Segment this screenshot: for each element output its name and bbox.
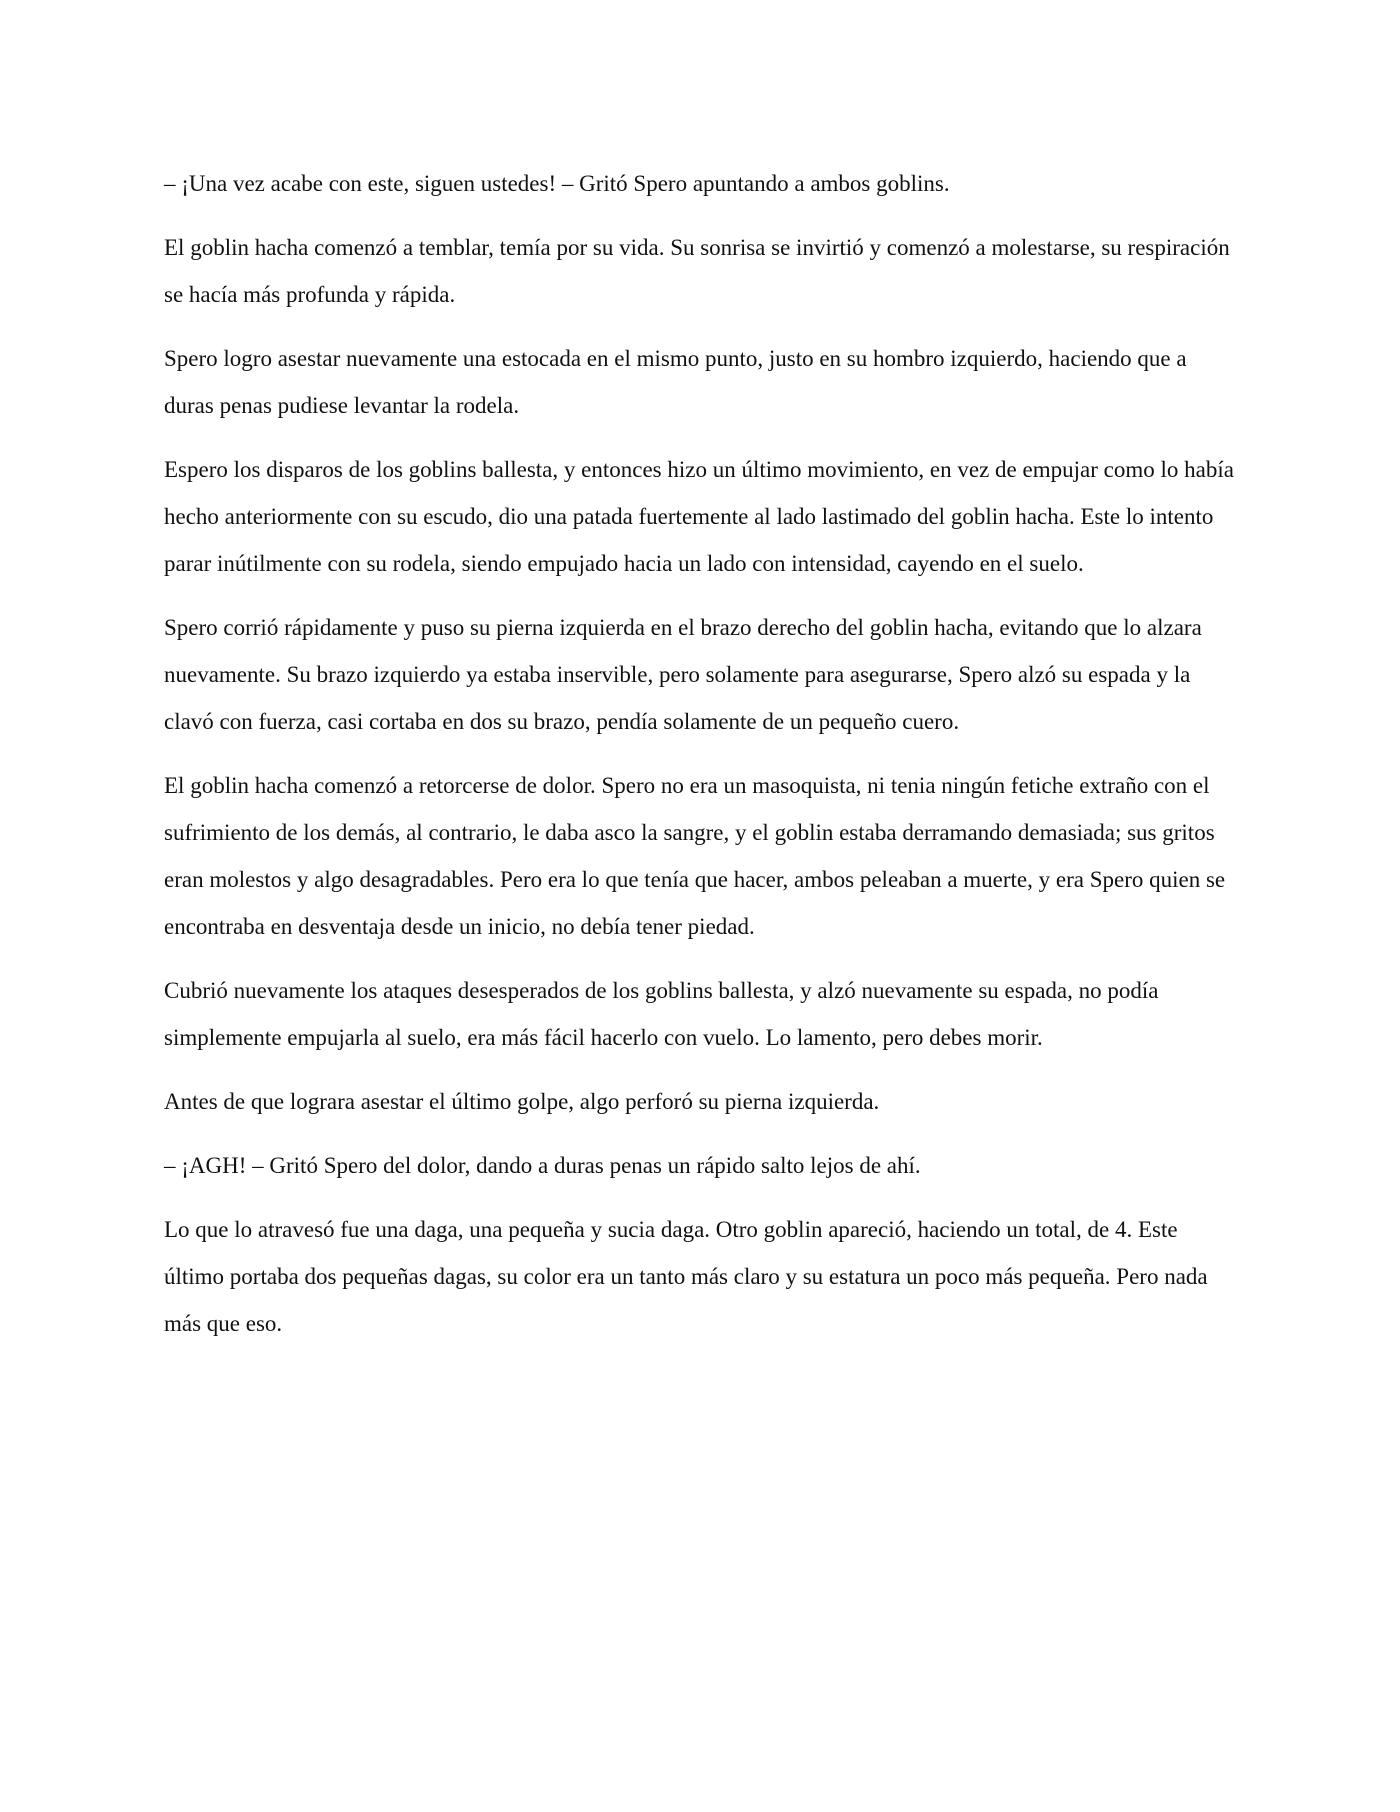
paragraph-8: Antes de que lograra asestar el último golpe, algo perforó su pierna izquierda. [164, 1089, 880, 1114]
paragraph-2: El goblin hacha comenzó a temblar, temía por su vida. Su sonrisa se invirtió y comenzó a molestarse, su respiración se hacía más profunda y rápida. [164, 235, 1230, 307]
text-body [164, 160, 1236, 1364]
paragraph-6: El goblin hacha comenzó a retorcerse de dolor. Spero no era un masoquista, ni tenia ningún fetiche extraño con el sufrimiento de los demás, al contrario, le daba asco la sangre, y el goblin estaba derramando demasiada; sus gritos eran molestos y algo desagradables. Pero era lo que tenía que hacer, ambos peleaban a muerte, y era Spero quien se encontraba en desventaja desde un inicio, no debía tener piedad. [164, 773, 1226, 939]
paragraph-1: – ¡Una vez acabe con este, siguen ustedes! – Gritó Spero apuntando a ambos goblins. [164, 171, 950, 196]
paragraph-5: Spero corrió rápidamente y puso su pierna izquierda en el brazo derecho del goblin hacha, evitando que lo alzara nuevamente. Su brazo izquierdo ya estaba inservible, pero solamente para asegurarse, Spero alzó su espada y la clavó con fuerza, casi cortaba en dos su brazo, pendía solamente de un pequeño cuero. [164, 615, 1202, 734]
paragraph-4: Espero los disparos de los goblins ballesta, y entonces hizo un último movimiento, en vez de empujar como lo había hecho anteriormente con su escudo, dio una patada fuertemente al lado lastimado del goblin hacha. Este lo intento parar inútilmente con su rodela, siendo empujado hacia un lado con intensidad, cayendo en el suelo. [164, 457, 1234, 576]
paragraph-3: Spero logro asestar nuevamente una estocada en el mismo punto, justo en su hombro izquierdo, haciendo que a duras penas pudiese levantar la rodela. [164, 346, 1187, 418]
paragraph-7: Cubrió nuevamente los ataques desesperados de los goblins ballesta, y alzó nuevamente su espada, no podía simplemente empujarla al suelo, era más fácil hacerlo con vuelo. Lo lamento, pero debes morir. [164, 978, 1159, 1050]
paragraph-10: Lo que lo atravesó fue una daga, una pequeña y sucia daga. Otro goblin apareció, haciendo un total, de 4. Este último portaba dos pequeñas dagas, su color era un tanto más claro y su estatura un poco más pequeña. Pero nada más que eso. [164, 1217, 1208, 1336]
paragraph-9: – ¡AGH! – Gritó Spero del dolor, dando a duras penas un rápido salto lejos de ahí. [164, 1153, 921, 1178]
